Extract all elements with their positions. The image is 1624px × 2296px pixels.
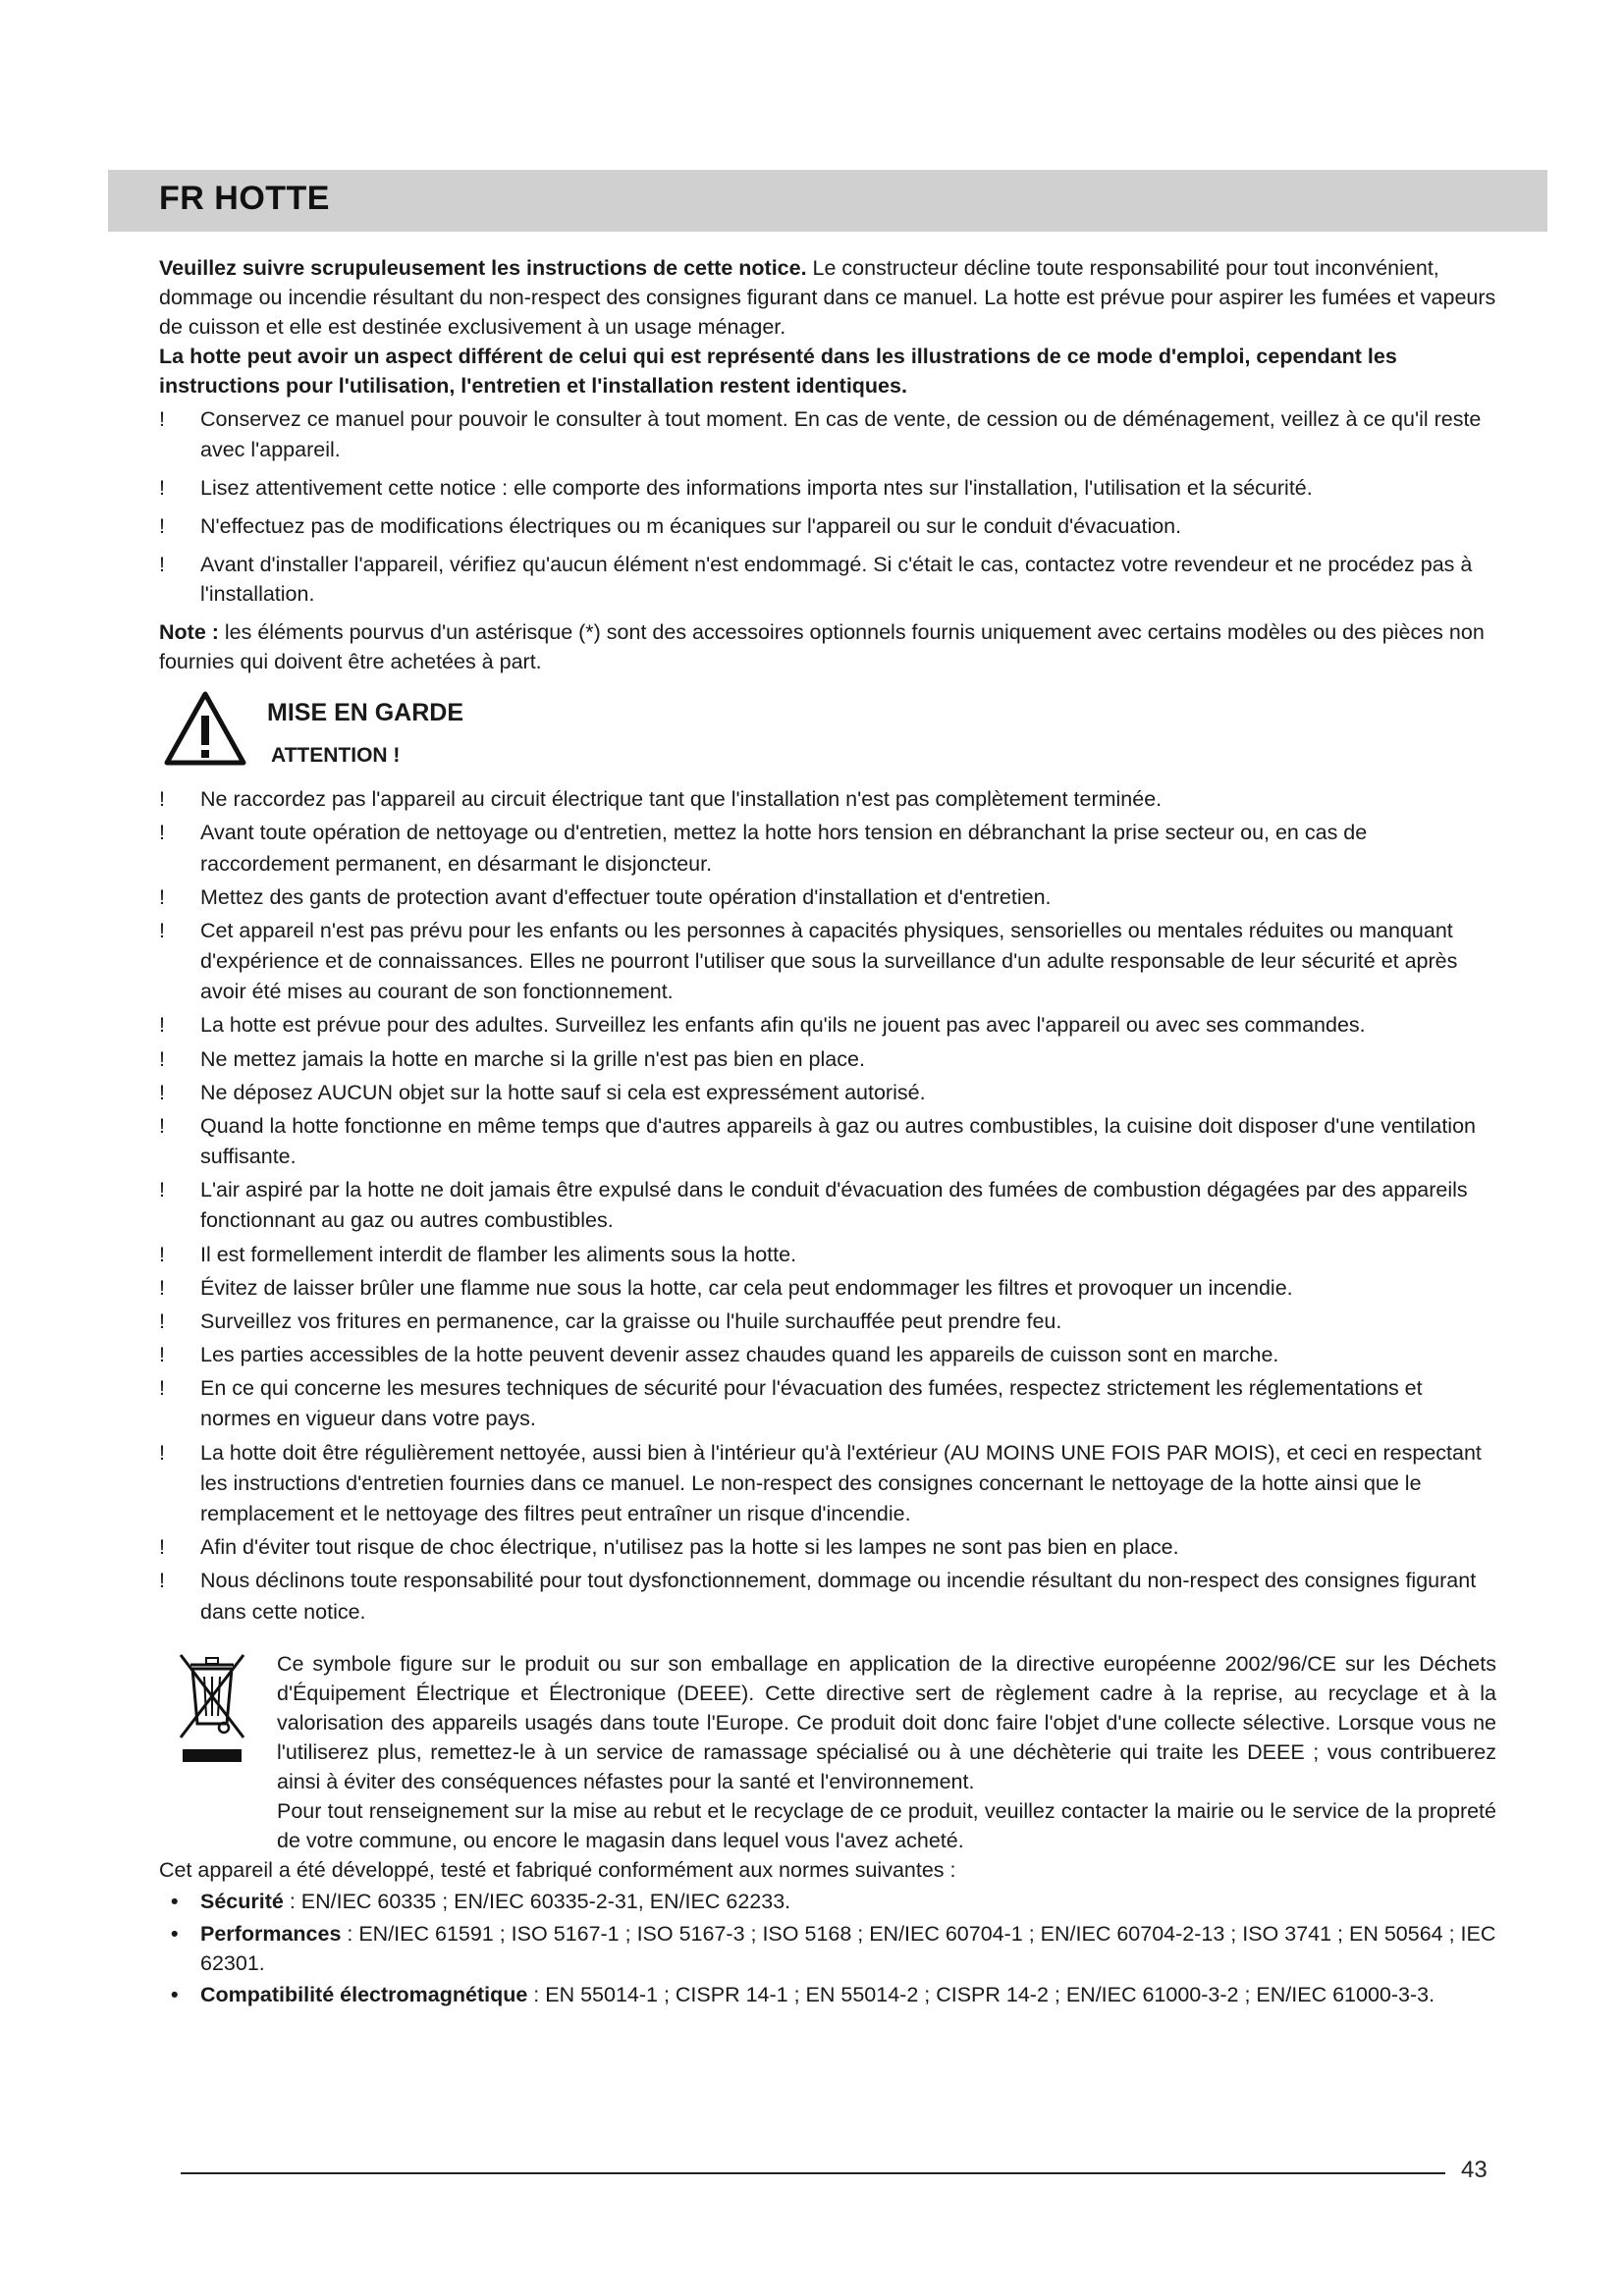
list-item: ! N'effectuez pas de modifications électriques ou m écaniques sur l'appareil ou sur le conduit d'évacuation. xyxy=(159,511,1496,541)
list-item: ! La hotte est prévue pour des adultes. Surveillez les enfants afin qu'ils ne jouent pas avec l'appareil ou avec ses commandes. xyxy=(159,1010,1496,1041)
exclamation-marker: ! xyxy=(159,1178,165,1202)
exclamation-marker: ! xyxy=(159,1113,165,1138)
main-content xyxy=(159,253,1496,2011)
exclamation-marker: ! xyxy=(159,1013,165,1038)
list-item: ! Ne raccordez pas l'appareil au circuit électrique tant que l'installation n'est pas complètement terminée. xyxy=(159,784,1496,815)
exclamation-marker: ! xyxy=(159,1440,165,1465)
list-item: ! La hotte doit être régulièrement nettoyée, aussi bien à l'intérieur qu'à l'extérieur (AU MOINS UNE FOIS PAR MOIS), et ceci en respectant les instructions d'entretien fournies dans ce manuel. Le non-respect des consignes concernant le nettoyage de la hotte ainsi que le remplacement et le nettoyage des filtres peut entraîner un risque d'incendie. xyxy=(159,1438,1496,1530)
weee-section xyxy=(159,1649,1496,1856)
warning-subtitle: ATTENTION ! xyxy=(271,744,401,768)
intro-paragraph xyxy=(159,253,1496,400)
intro-bold-paragraph: La hotte peut avoir un aspect différent de celui qui est représenté dans les illustrations de ce mode d'emploi, cependant les instructions pour l'utilisation, l'entretien et l'installation restent identiques. xyxy=(159,345,1397,399)
list-item: ! Afin d'éviter tout risque de choc électrique, n'utilisez pas la hotte si les lampes ne sont pas bien en place. xyxy=(159,1532,1496,1563)
list-item: • Sécurité : EN/IEC 60335 ; EN/IEC 60335-2-31, EN/IEC 62233. xyxy=(159,1887,1496,1916)
standards-list xyxy=(159,1887,1496,2008)
bullet-dot: • xyxy=(171,1890,179,1914)
list-item: ! Avant toute opération de nettoyage ou d'entretien, mettez la hotte hors tension en débranchant la prise secteur ou, en cas de raccordement permanent, en désarmant le disjoncteur. xyxy=(159,818,1496,879)
list-item: ! Les parties accessibles de la hotte peuvent devenir assez chaudes quand les appareils de cuisson sont en marche. xyxy=(159,1340,1496,1370)
warning-list xyxy=(159,784,1496,1627)
exclamation-marker: ! xyxy=(159,1376,165,1401)
exclamation-marker: ! xyxy=(159,787,165,812)
exclamation-marker: ! xyxy=(159,475,165,500)
list-item: ! Nous déclinons toute responsabilité pour tout dysfonctionnement, dommage ou incendie résultant du non-respect des consignes figurant dans cette notice. xyxy=(159,1566,1496,1627)
exclamation-marker: ! xyxy=(159,407,165,432)
list-item: ! Il est formellement interdit de flamber les aliments sous la hotte. xyxy=(159,1240,1496,1270)
exclamation-marker: ! xyxy=(159,513,165,538)
list-item: • Performances : EN/IEC 61591 ; ISO 5167-1 ; ISO 5167-3 ; ISO 5168 ; EN/IEC 60704-1 ; EN/IEC 60704-2-13 ; ISO 3741 ; EN 50564 ; IEC 62301. xyxy=(159,1919,1496,1978)
intro-bullet-list xyxy=(159,404,1496,609)
warning-title: MISE EN GARDE xyxy=(267,699,464,727)
intro-bold-lead: Veuillez suivre scrupuleusement les instructions de cette notice. xyxy=(159,256,807,280)
exclamation-marker: ! xyxy=(159,821,165,845)
intro-text: Le constructeur décline toute responsabilité pour tout inconvénient, dommage ou incendie résultant du non-respect des consignes figurant dans ce manuel. La hotte est prévue pour aspirer les fumées et vapeurs de cuisson et elle est destinée exclusivement à un usage ménager. xyxy=(159,256,1496,340)
exclamation-marker: ! xyxy=(159,1308,165,1333)
exclamation-marker: ! xyxy=(159,918,165,942)
standard-label: Performances xyxy=(200,1921,342,1946)
list-item: ! Ne déposez AUCUN objet sur la hotte sauf si cela est expressément autorisé. xyxy=(159,1078,1496,1108)
standard-label: Compatibilité électromagnétique xyxy=(200,1982,528,2006)
list-item: • Compatibilité électromagnétique : EN 55014-1 ; CISPR 14-1 ; EN 55014-2 ; CISPR 14-2 ; EN/IEC 61000-3-2 ; EN/IEC 61000-3-3. xyxy=(159,1980,1496,2009)
list-item: ! L'air aspiré par la hotte ne doit jamais être expulsé dans le conduit d'évacuation des fumées de combustion dégagées par des appareils fonctionnant au gaz ou autres combustibles. xyxy=(159,1175,1496,1236)
exclamation-marker: ! xyxy=(159,1535,165,1560)
note-text: les éléments pourvus d'un astérisque (*) sont des accessoires optionnels fournis uniquement avec certains modèles ou des pièces non fournies qui doivent être achetées à part. xyxy=(159,620,1485,674)
exclamation-marker: ! xyxy=(159,1569,165,1593)
exclamation-marker: ! xyxy=(159,1242,165,1266)
exclamation-marker: ! xyxy=(159,884,165,909)
exclamation-marker: ! xyxy=(159,1275,165,1300)
note-paragraph xyxy=(159,617,1496,676)
page-title: FR HOTTE xyxy=(159,180,330,217)
note-label: Note : xyxy=(159,620,219,645)
warning-header xyxy=(159,690,1496,782)
exclamation-marker: ! xyxy=(159,552,165,576)
bullet-dot: • xyxy=(171,1982,179,2006)
crossed-out-wheelie-bin-icon xyxy=(177,1651,247,1767)
weee-contact-paragraph: Pour tout renseignement sur la mise au rebut et le recyclage de ce produit, veuillez contacter la mairie ou le service de la propreté de votre commune, ou encore le magasin dans lequel vous l'avez acheté. xyxy=(277,1799,1496,1853)
list-item: ! Lisez attentivement cette notice : elle comporte des informations importa ntes sur l'installation, l'utilisation et la sécurité. xyxy=(159,473,1496,503)
list-item: ! Évitez de laisser brûler une flamme nue sous la hotte, car cela peut endommager les filtres et provoquer un incendie. xyxy=(159,1273,1496,1304)
list-item: ! Avant d'installer l'appareil, vérifiez qu'aucun élément n'est endommagé. Si c'était le cas, contactez votre revendeur et ne procédez pas à l'installation. xyxy=(159,550,1496,609)
exclamation-marker: ! xyxy=(159,1046,165,1071)
list-item: ! Conservez ce manuel pour pouvoir le consulter à tout moment. En cas de vente, de cession ou de déménagement, veillez à ce qu'il reste avec l'appareil. xyxy=(159,404,1496,463)
warning-triangle-icon xyxy=(163,690,247,769)
bullet-dot: • xyxy=(171,1921,179,1946)
list-item: ! Ne mettez jamais la hotte en marche si la grille n'est pas bien en place. xyxy=(159,1044,1496,1075)
page-number: 43 xyxy=(1461,2157,1488,2183)
footer-divider xyxy=(181,2172,1445,2174)
section-header-bar xyxy=(108,170,1547,232)
exclamation-marker: ! xyxy=(159,1343,165,1367)
list-item: ! Mettez des gants de protection avant d'effectuer toute opération d'installation et d'entretien. xyxy=(159,882,1496,913)
exclamation-marker: ! xyxy=(159,1080,165,1104)
list-item: ! Quand la hotte fonctionne en même temps que d'autres appareils à gaz ou autres combustibles, la cuisine doit disposer d'une ventilation suffisante. xyxy=(159,1111,1496,1172)
list-item: ! En ce qui concerne les mesures techniques de sécurité pour l'évacuation des fumées, respectez strictement les réglementations et normes en vigueur dans votre pays. xyxy=(159,1373,1496,1434)
list-item: ! Cet appareil n'est pas prévu pour les enfants ou les personnes à capacités physiques, sensorielles ou mentales réduites ou manquant d'expérience et de connaissances. Elles ne pourront l'utiliser que sous la surveillance d'un adulte responsable de leur sécurité et après avoir été mises au courant de son fonctionnement. xyxy=(159,916,1496,1008)
standard-label: Sécurité xyxy=(200,1890,284,1914)
standards-intro: Cet appareil a été développé, testé et fabriqué conformément aux normes suivantes : xyxy=(159,1858,956,1883)
list-item: ! Surveillez vos fritures en permanence, car la graisse ou l'huile surchauffée peut prendre feu. xyxy=(159,1307,1496,1337)
weee-paragraph: Ce symbole figure sur le produit ou sur son emballage en application de la directive européenne 2002/96/CE sur les Déchets d'Équipement Électrique et Électronique (DEEE). Cette directive sert de règlement cadre à la reprise, au recyclage et à la valorisation des appareils usagés dans toute l'Europe. Ce produit doit donc faire l'objet d'une collecte sélective. Lorsque vous ne l'utiliserez plus, remettez-le à un service de ramassage spécialisé ou à une déchèterie qui traite les DEEE ; vous contribuerez ainsi à éviter des conséquences néfastes pour la santé et l'environnement. xyxy=(277,1651,1496,1794)
